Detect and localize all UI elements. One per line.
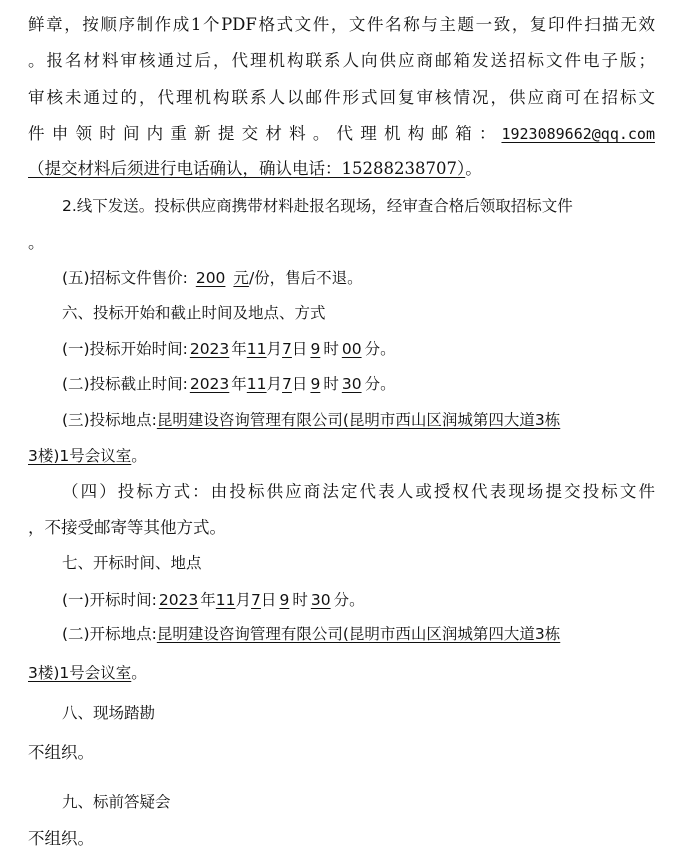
price-label: (五)招标文件售价: [62,269,188,287]
text-line: 不组织。 [28,743,94,762]
text-segment: 件申领时间内重新提交材料。代理机构邮箱： [28,124,498,143]
hour-value: 9 [310,375,321,393]
month-value: 11 [215,591,236,609]
text-segment: 月 [266,375,283,393]
open-place-line [62,623,655,645]
label: (一)开标时间: [62,591,157,609]
label: (一)投标开始时间: [62,340,188,358]
text-segment: 分。 [364,340,396,358]
text-line: 鲜章，按顺序制作成1个PDF格式文件，文件名称与主题一致，复印件扫描无效 [28,15,655,34]
text-segment: 。 [465,159,482,178]
text-line: （四）投标方式：由投标供应商法定代表人或授权代表现场提交投标文件 [62,482,655,501]
year-value: 2023 [158,591,199,609]
price-line [62,267,677,289]
text-segment: 时 [323,375,339,393]
price-amount: 200 [195,269,226,287]
text-line [28,662,677,684]
text-line: 不组织。 [28,829,94,848]
bid-place-line [62,409,655,431]
label: (三)投标地点: [62,411,157,429]
text-line [28,445,677,467]
hour-value: 9 [279,591,290,609]
day-value: 7 [282,375,292,393]
day-value: 7 [282,340,292,358]
text-segment: 分。 [364,375,396,393]
hour-value: 9 [310,340,321,358]
section-heading: 九、标前答疑会 [62,793,171,811]
text-line: 审核未通过的，代理机构联系人以邮件形式回复审核情况，供应商可在招标文 [28,88,655,107]
text-segment: 年 [200,591,216,609]
minute-value: 30 [341,375,362,393]
bid-start-line [62,338,677,360]
month-value: 11 [246,340,267,358]
text-segment: 月 [235,591,252,609]
place-value: 3楼)1号会议室 [28,664,132,682]
text-segment: 日 [291,375,308,393]
text-line [28,123,655,145]
place-value: 3楼)1号会议室 [28,447,132,465]
section-heading: 七、开标时间、地点 [62,554,202,572]
year-value: 2023 [189,340,230,358]
text-line: ，不接受邮寄等其他方式。 [28,518,226,537]
text-segment: 年 [231,340,247,358]
text-segment: 。 [131,447,147,465]
year-value: 2023 [189,375,230,393]
open-time-line [62,589,677,611]
label: (二)投标截止时间: [62,375,188,393]
place-value: 昆明建设咨询管理有限公司(昆明市西山区润城第四大道3栋 [156,411,561,429]
month-value: 11 [246,375,267,393]
text-segment: 年 [231,375,247,393]
email-link[interactable]: 1923089662@qq.com [501,125,655,143]
minute-value: 30 [310,591,331,609]
section-heading: 八、现场踏勘 [62,704,156,722]
text-segment: 时 [323,340,339,358]
text-line: 。 [28,233,45,252]
text-segment: 月 [266,340,283,358]
text-line: 2.线下发送。投标供应商携带材料赴报名现场，经审查合格后领取招标文件 [62,197,573,215]
text-segment: 日 [291,340,308,358]
phone-note: （提交材料后须进行电话确认，确认电话：15288238707） [28,159,466,178]
price-suffix: /份，售后不退。 [248,269,363,287]
minute-value: 00 [341,340,362,358]
price-unit: 元 [233,269,249,287]
text-segment: 时 [292,591,308,609]
label: (二)开标地点: [62,625,157,643]
bid-end-line [62,373,677,395]
text-segment: 分。 [333,591,365,609]
place-value: 昆明建设咨询管理有限公司(昆明市西山区润城第四大道3栋 [156,625,561,643]
day-value: 7 [251,591,261,609]
section-heading: 六、投标开始和截止时间及地点、方式 [62,304,326,322]
text-segment: 日 [260,591,277,609]
text-line: 。报名材料审核通过后，代理机构联系人向供应商邮箱发送招标文件电子版； [28,51,655,70]
text-segment: 。 [131,664,147,682]
text-line [28,158,677,180]
